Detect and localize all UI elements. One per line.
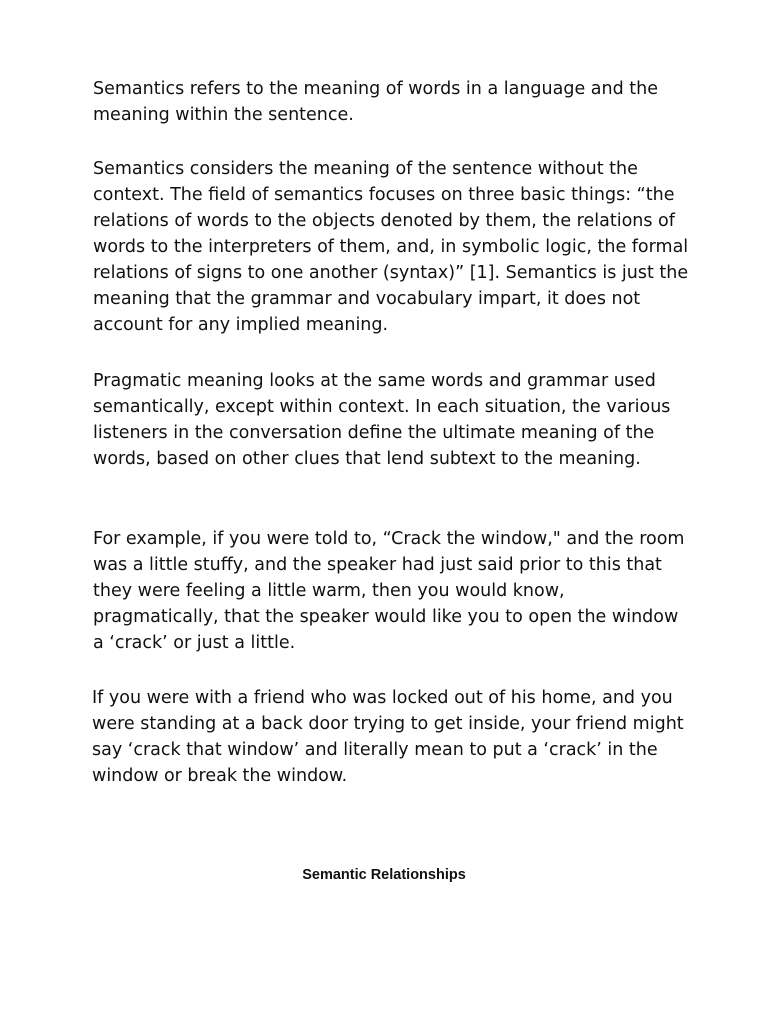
paragraph-semantics-definition: Semantics refers to the meaning of words in a language and the meaning within the sentence. [93,79,658,125]
paragraph-crack-window-example: For example, if you were told to, “Crack the window," and the room was a little stuffy, and the speaker had just said prior to this that they were feeling a little warm, then you would know, pragmatically, that the speaker would like you to open the window a ‘crack’ or just a little. [93,529,685,653]
paragraph-pragmatic-meaning: Pragmatic meaning looks at the same words and grammar used semantically, except within context. In each situation, the various listeners in the conversation define the ultimate meaning of the words, based on other clues that lend subtext to the meaning. [93,371,671,469]
section-heading: Semantic Relationships [302,867,466,883]
paragraph-semantics-context: Semantics considers the meaning of the sentence without the context. The field of semantics focuses on three basic things: “the relations of words to the objects denoted by them, the relations of words to the interpreters of them, and, in symbolic logic, the formal relations of signs to one another (syntax)” [1]. Semantics is just the meaning that the grammar and vocabulary impart, it does not account for any implied meaning. [93,159,689,335]
paragraph-locked-out-example: If you were with a friend who was locked out of his home, and you were standing at a back door trying to get inside, your friend might say ‘crack that window’ and literally mean to put a ‘crack’ in the window or break the window. [92,688,684,786]
